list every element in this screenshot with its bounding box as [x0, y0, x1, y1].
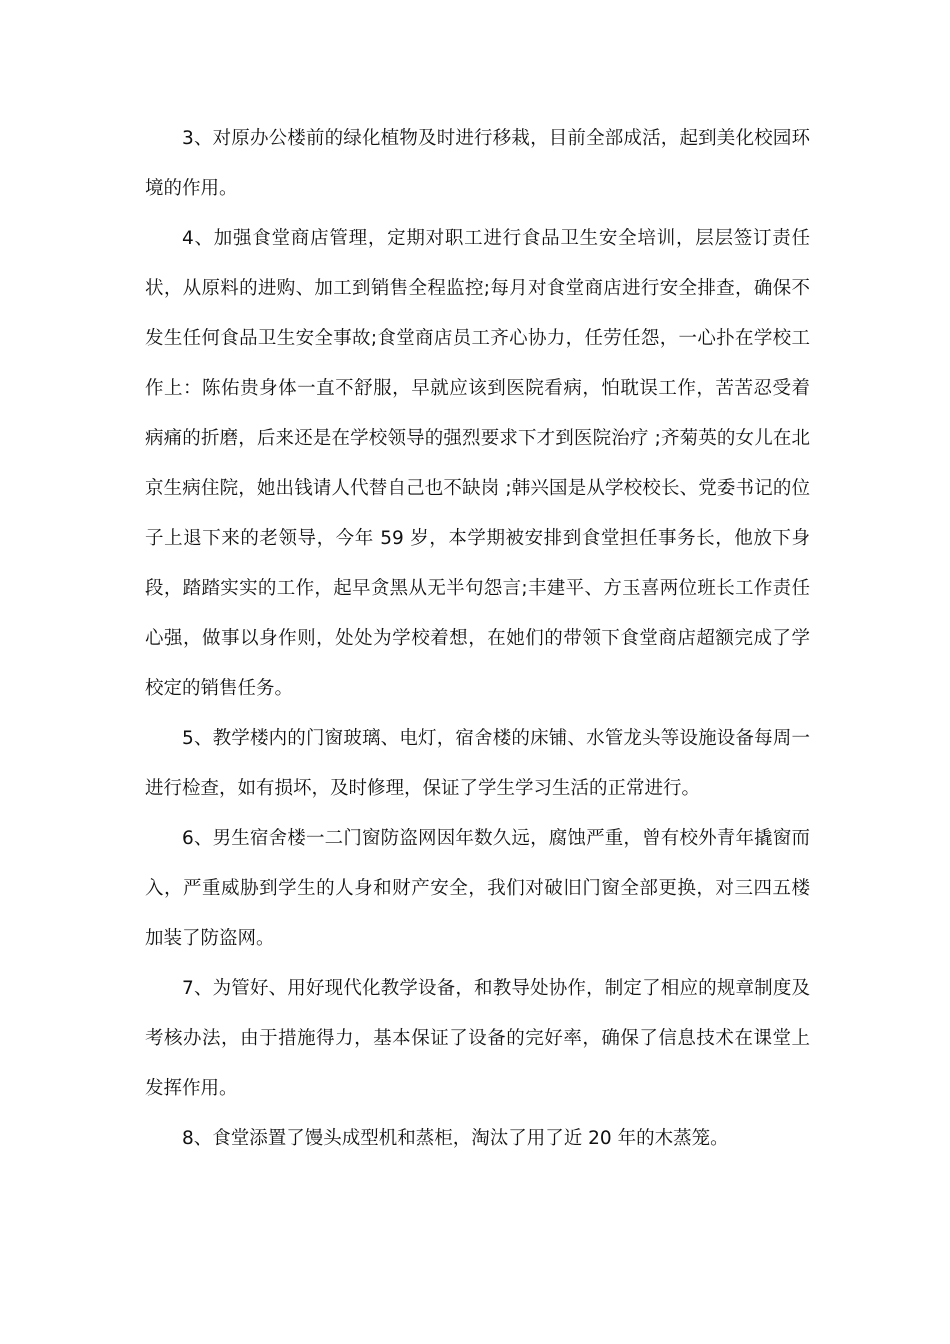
- paragraph-item-8: 8、食堂添置了馒头成型机和蒸柜，淘汰了用了近 20 年的木蒸笼。: [182, 1128, 729, 1149]
- paragraph-item-5: 5、教学楼内的门窗玻璃、电灯，宿舍楼的床铺、水管龙头等设施设备每周一进行检查，如有损坏，及时修理，保证了学生学习生活的正常进行。: [145, 728, 810, 799]
- paragraph-item-4: 4、加强食堂商店管理，定期对职工进行食品卫生安全培训，层层签订责任状，从原料的进购、加工到销售全程监控;每月对食堂商店进行安全排查，确保不发生任何食品卫生安全事故;食堂商店员工齐心协力，任劳任怨，一心扑在学校工作上：陈佑贵身体一直不舒服，早就应该到医院看病，怕耽误工作，苦苦忍受着病痛的折磨，后来还是在学校领导的强烈要求下才到医院治疗 ;齐菊英的女儿在北京生病住院，她出钱请人代替自己也不缺岗 ;韩兴国是从学校校长、党委书记的位子上退下来的老领导，今年 59 岁，本学期被安排到食堂担任事务长，他放下身段，踏踏实实的工作，起早贪黑从无半句怨言;丰建平、方玉喜两位班长工作责任心强，做事以身作则，处处为学校着想，在她们的带领下食堂商店超额完成了学校定的销售任务。: [145, 228, 810, 699]
- paragraph-item-3: 3、对原办公楼前的绿化植物及时进行移栽，目前全部成活，起到美化校园环境的作用。: [145, 128, 810, 199]
- paragraph-item-7: 7、为管好、用好现代化教学设备，和教导处协作，制定了相应的规章制度及考核办法，由于措施得力，基本保证了设备的完好率，确保了信息技术在课堂上发挥作用。: [145, 978, 810, 1099]
- paragraph-item-6: 6、男生宿舍楼一二门窗防盗网因年数久远，腐蚀严重，曾有校外青年撬窗而入，严重威胁到学生的人身和财产安全，我们对破旧门窗全部更换，对三四五楼加装了防盗网。: [145, 828, 810, 949]
- document-body: [145, 114, 810, 1164]
